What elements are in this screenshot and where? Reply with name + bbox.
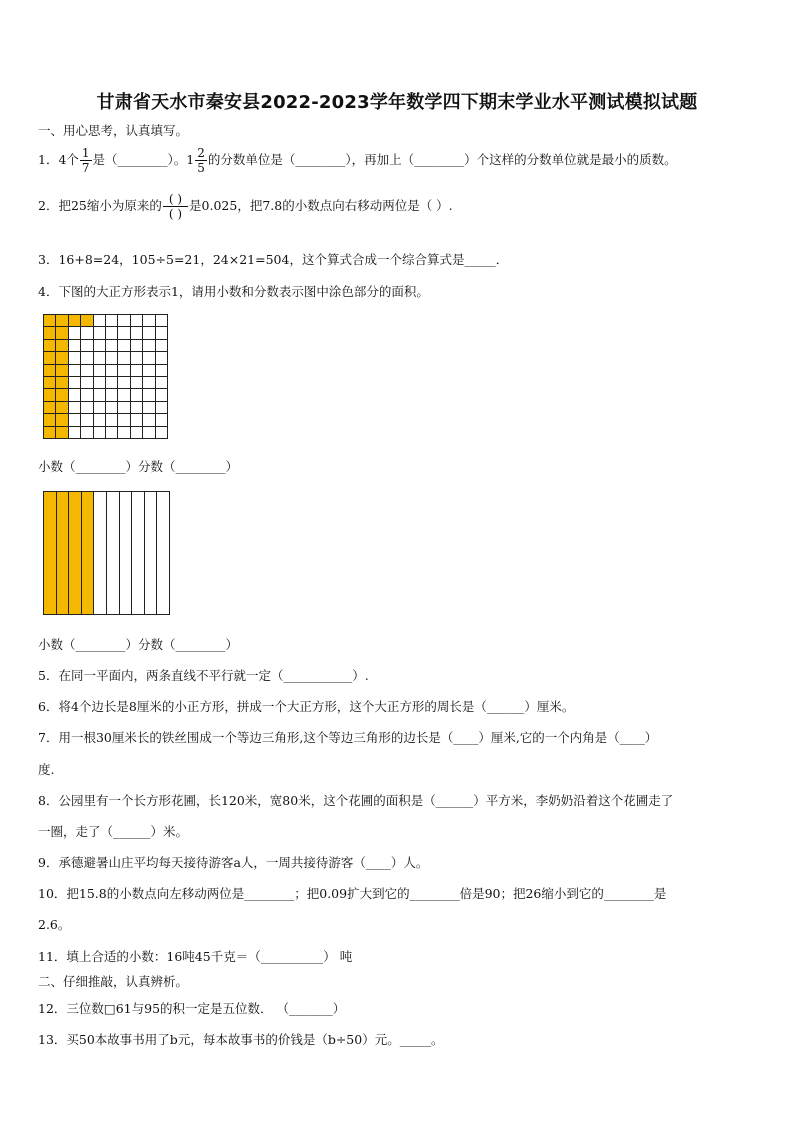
grid-cell bbox=[56, 365, 68, 377]
grid-cell bbox=[156, 327, 168, 339]
grid-cell bbox=[143, 402, 155, 414]
grid-cell bbox=[69, 414, 81, 426]
question-4: 4．下图的大正方形表示1，请用小数和分数表示图中涂色部分的面积。 bbox=[38, 284, 429, 299]
question-5: 5．在同一平面内，两条直线不平行就一定（___________）. bbox=[38, 668, 369, 683]
question-10-line-1: 10．把15.8的小数点向左移动两位是________；把0.09扩大到它的________倍是90；把26缩小到它的________是 bbox=[38, 886, 667, 901]
grid-cell bbox=[44, 352, 56, 364]
grid-cell bbox=[106, 315, 118, 327]
grid-cell bbox=[81, 365, 93, 377]
grid-cell bbox=[44, 389, 56, 401]
question-7-line-2: 度. bbox=[38, 762, 55, 777]
grid-cell bbox=[44, 377, 56, 389]
question-10-line-2: 2.6。 bbox=[38, 917, 71, 932]
grid-cell bbox=[118, 389, 130, 401]
grid-cell bbox=[156, 377, 168, 389]
grid-cell bbox=[156, 389, 168, 401]
fraction-1-7: $\frac{1}{7}$ bbox=[81, 146, 90, 175]
grid-cell bbox=[106, 327, 118, 339]
strip bbox=[145, 491, 158, 615]
hundred-grid-figure bbox=[43, 314, 168, 439]
grid-cell bbox=[143, 340, 155, 352]
strip bbox=[157, 491, 170, 615]
grid-cell bbox=[69, 327, 81, 339]
grid-cell bbox=[156, 352, 168, 364]
grid-cell bbox=[81, 327, 93, 339]
grid-cell bbox=[118, 414, 130, 426]
grid-cell bbox=[156, 315, 168, 327]
grid-cell bbox=[143, 352, 155, 364]
grid-cell bbox=[56, 414, 68, 426]
grid-cell bbox=[143, 427, 155, 439]
question-6: 6．将4个边长是8厘米的小正方形，拼成一个大正方形，这个大正方形的周长是（______）厘米。 bbox=[38, 699, 575, 714]
grid-cell bbox=[56, 340, 68, 352]
strip-figure bbox=[43, 491, 170, 615]
grid-cell bbox=[156, 414, 168, 426]
grid-cell bbox=[56, 377, 68, 389]
question-8-line-1: 8．公园里有一个长方形花圃，长120米，宽80米，这个花圃的面积是（______）平方米，李奶奶沿着这个花圃走了 bbox=[38, 793, 674, 808]
blank-fraction: $\frac{( )}{( )}$ bbox=[163, 192, 188, 221]
grid-cell bbox=[69, 402, 81, 414]
question-9: 9．承德避暑山庄平均每天接待游客a人，一周共接待游客（____）人。 bbox=[38, 855, 429, 870]
strip bbox=[44, 491, 57, 615]
grid-cell bbox=[56, 427, 68, 439]
strip bbox=[94, 491, 107, 615]
grid-cell bbox=[131, 377, 143, 389]
grid-cell bbox=[94, 352, 106, 364]
grid-cell bbox=[131, 365, 143, 377]
grid-cell bbox=[106, 377, 118, 389]
grid-cell bbox=[106, 402, 118, 414]
grid-cell bbox=[143, 389, 155, 401]
grid-cell bbox=[94, 414, 106, 426]
question-7-line-1: 7．用一根30厘米长的铁丝围成一个等边三角形,这个等边三角形的边长是（____）厘米,它的一个内角是（____） bbox=[38, 730, 658, 745]
strip bbox=[132, 491, 145, 615]
grid-cell bbox=[143, 365, 155, 377]
fraction-2-5: $\frac{2}{5}$ bbox=[197, 146, 205, 175]
grid-cell bbox=[94, 340, 106, 352]
grid-cell bbox=[69, 352, 81, 364]
grid-cell bbox=[94, 427, 106, 439]
grid-cell bbox=[143, 327, 155, 339]
grid-cell bbox=[131, 352, 143, 364]
grid-cell bbox=[106, 427, 118, 439]
strip bbox=[120, 491, 133, 615]
grid-cell bbox=[44, 427, 56, 439]
grid-cell bbox=[106, 414, 118, 426]
section-heading-1: 一、用心思考，认真填写。 bbox=[38, 123, 189, 138]
grid-cell bbox=[118, 427, 130, 439]
question-11: 11．填上合适的小数：16吨45千克＝（__________） 吨 bbox=[38, 949, 353, 964]
grid-cell bbox=[118, 365, 130, 377]
grid-cell bbox=[156, 340, 168, 352]
grid-cell bbox=[81, 414, 93, 426]
grid-cell bbox=[156, 427, 168, 439]
grid-cell bbox=[118, 315, 130, 327]
grid-cell bbox=[118, 377, 130, 389]
grid-cell bbox=[106, 352, 118, 364]
grid-cell bbox=[131, 389, 143, 401]
grid-cell bbox=[94, 402, 106, 414]
grid-cell bbox=[118, 352, 130, 364]
grid-cell bbox=[69, 377, 81, 389]
grid-cell bbox=[131, 340, 143, 352]
grid-cell bbox=[118, 327, 130, 339]
question-4-answer-1: 小数（________）分数（________） bbox=[38, 459, 239, 474]
grid-cell bbox=[156, 402, 168, 414]
grid-cell bbox=[81, 352, 93, 364]
grid-cell bbox=[131, 402, 143, 414]
grid-cell bbox=[69, 340, 81, 352]
grid-cell bbox=[69, 427, 81, 439]
grid-cell bbox=[44, 414, 56, 426]
grid-cell bbox=[143, 377, 155, 389]
grid-cell bbox=[56, 402, 68, 414]
grid-cell bbox=[131, 327, 143, 339]
grid-cell bbox=[44, 327, 56, 339]
grid-cell bbox=[44, 402, 56, 414]
grid-cell bbox=[81, 402, 93, 414]
grid-cell bbox=[56, 327, 68, 339]
question-13: 13．买50本故事书用了b元，每本故事书的价钱是（b÷50）元。_____。 bbox=[38, 1032, 444, 1047]
grid-cell bbox=[118, 402, 130, 414]
grid-cell bbox=[131, 414, 143, 426]
grid-cell bbox=[69, 389, 81, 401]
question-4-answer-2: 小数（________）分数（________） bbox=[38, 637, 239, 652]
grid-cell bbox=[56, 389, 68, 401]
grid-cell bbox=[69, 365, 81, 377]
grid-cell bbox=[118, 340, 130, 352]
grid-cell bbox=[156, 365, 168, 377]
strip bbox=[107, 491, 120, 615]
grid-cell bbox=[106, 340, 118, 352]
grid-cell bbox=[81, 340, 93, 352]
grid-cell bbox=[94, 315, 106, 327]
grid-cell bbox=[44, 315, 56, 327]
grid-cell bbox=[81, 389, 93, 401]
grid-cell bbox=[131, 427, 143, 439]
grid-cell bbox=[81, 377, 93, 389]
grid-cell bbox=[143, 414, 155, 426]
strip bbox=[82, 491, 95, 615]
grid-cell bbox=[44, 340, 56, 352]
page-title: 甘肃省天水市秦安县2022-2023学年数学四下期末学业水平测试模拟试题 bbox=[96, 92, 698, 113]
section-heading-2: 二、仔细推敲，认真辨析。 bbox=[38, 974, 189, 989]
grid-cell bbox=[143, 315, 155, 327]
grid-cell bbox=[94, 327, 106, 339]
question-3: 3．16+8=24，105÷5=21，24×21=504，这个算式合成一个综合算式是_____． bbox=[38, 252, 509, 267]
question-12: 12．三位数□61与95的积一定是五位数． （_______） bbox=[38, 1001, 346, 1016]
grid-cell bbox=[44, 365, 56, 377]
strip bbox=[69, 491, 82, 615]
grid-cell bbox=[81, 427, 93, 439]
grid-cell bbox=[131, 315, 143, 327]
grid-cell bbox=[106, 389, 118, 401]
grid-cell bbox=[56, 315, 68, 327]
question-8-line-2: 一圈，走了（______）米。 bbox=[38, 824, 189, 839]
grid-cell bbox=[94, 389, 106, 401]
strip bbox=[57, 491, 70, 615]
grid-cell bbox=[94, 365, 106, 377]
question-1: 1．4个 $\frac{1}{7}$ 是（________）。1 $\frac{2}{5}$ 的分数单位是（________），再加上（________）个这样的分数单位就是最小的质数。 bbox=[38, 146, 677, 175]
grid-cell bbox=[106, 365, 118, 377]
grid-cell bbox=[81, 315, 93, 327]
grid-cell bbox=[69, 315, 81, 327]
grid-cell bbox=[94, 377, 106, 389]
grid-cell bbox=[56, 352, 68, 364]
question-2: 2．把25缩小为原来的 $\frac{( )}{( )}$ 是0.025，把7.8的小数点向右移动两位是（ ）. bbox=[38, 192, 453, 221]
